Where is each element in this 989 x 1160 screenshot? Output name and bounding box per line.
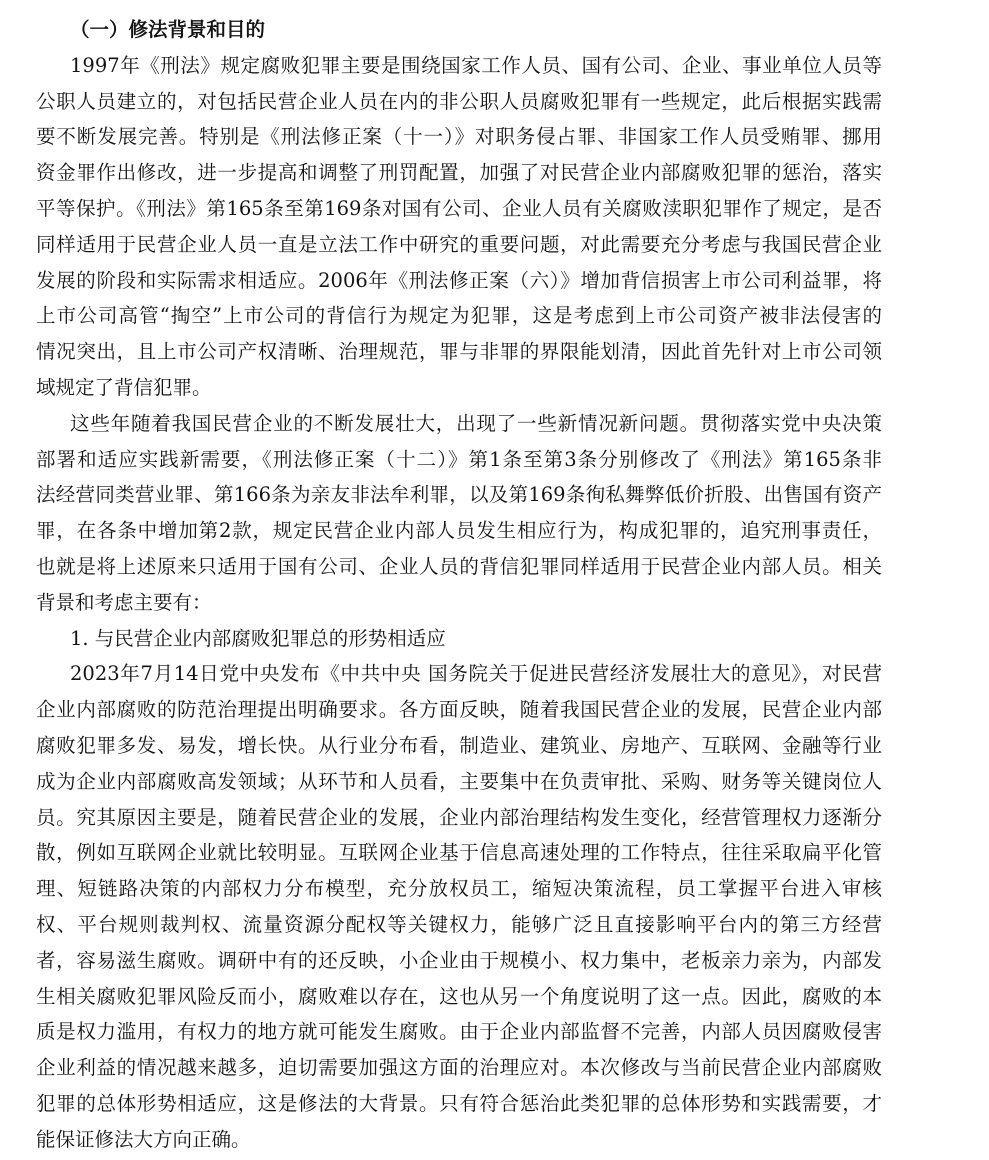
paragraph-2-line-5: 也就是将上述原来只适用于国有公司、企业人员的背信犯罪同样适用于民营企业内部人员。相关 — [36, 554, 882, 578]
paragraph-3-line-12: 企业利益的情况越来越多，迫切需要加强这方面的治理应对。本次修改与当前民营企业内部腐败 — [36, 1056, 882, 1080]
paragraph-3-line-4: 成为企业内部腐败高发领域；从环节和人员看，主要集中在负责审批、采购、财务等关键岗位人 — [36, 769, 882, 793]
paragraph-1-line-10: 域规定了背信犯罪。 — [36, 375, 212, 399]
paragraph-3-line-9: 者，容易滋生腐败。调研中有的还反映，小企业由于规模小、权力集中，老板亲力亲为，内部发 — [36, 948, 882, 972]
paragraph-1-line-5: 平等保护。《刑法》第165条至第169条对国有公司、企业人员有关腐败渎职犯罪作了规定，是否 — [36, 196, 882, 220]
paragraph-3-line-2: 企业内部腐败的防范治理提出明确要求。各方面反映，随着我国民营企业的发展，民营企业内部 — [36, 698, 882, 722]
paragraph-2-line-1: 这些年随着我国民营企业的不断发展壮大，出现了一些新情况新问题。贯彻落实党中央决策 — [70, 411, 882, 435]
paragraph-3 — [36, 656, 882, 1157]
paragraph-1-line-6: 同样适用于民营企业人员一直是立法工作中研究的重要问题，对此需要充分考虑与我国民营企业 — [36, 232, 882, 256]
paragraph-3-line-5: 员。究其原因主要是，随着民营企业的发展，企业内部治理结构发生变化，经营管理权力逐渐分 — [36, 805, 882, 829]
paragraph-2-line-2: 部署和适应实践新需要，《刑法修正案（十二）》第1条至第3条分别修改了《刑法》第165条非 — [36, 447, 882, 471]
paragraph-3-line-3: 腐败犯罪多发、易发，增长快。从行业分布看，制造业、建筑业、房地产、互联网、金融等行业 — [36, 733, 882, 757]
paragraph-2-line-6: 背景和考虑主要有： — [36, 590, 212, 614]
paragraph-3-line-6: 散，例如互联网企业就比较明显。互联网企业基于信息高速处理的工作特点，往往采取扁平化管 — [36, 841, 882, 865]
paragraph-3-line-1: 2023年7月14日党中央发布《中共中央 国务院关于促进民营经济发展壮大的意见》，对民营 — [70, 662, 882, 686]
paragraph-2-line-4: 罪，在各条中增加第2款，规定民营企业内部人员发生相应行为，构成犯罪的，追究刑事责任， — [36, 519, 882, 543]
paragraph-3-line-8: 权、平台规则裁判权、流量资源分配权等关键权力，能够广泛且直接影响平台内的第三方经营 — [36, 912, 882, 936]
section-heading: （一）修法背景和目的 — [70, 18, 266, 41]
paragraph-1-line-4: 资金罪作出修改，进一步提高和调整了刑罚配置，加强了对民营企业内部腐败犯罪的惩治，落实 — [36, 161, 882, 185]
paragraph-1-line-8: 上市公司高管“掏空”上市公司的背信行为规定为犯罪，这是考虑到上市公司资产被非法侵害的 — [36, 304, 882, 328]
paragraph-3-line-11: 质是权力滥用，有权力的地方就可能发生腐败。由于企业内部监督不完善，内部人员因腐败侵害 — [36, 1020, 882, 1044]
paragraph-3-line-7: 理、短链路决策的内部权力分布模型，充分放权员工，缩短决策流程，员工掌握平台进入审核 — [36, 877, 882, 901]
subsection-heading: 1. 与民营企业内部腐败犯罪总的形势相适应 — [70, 626, 446, 650]
paragraph-1-line-3: 要不断发展完善。特别是《刑法修正案（十一）》对职务侵占罪、非国家工作人员受贿罪、挪用 — [36, 125, 882, 149]
paragraph-1-line-9: 情况突出，且上市公司产权清晰、治理规范，罪与非罪的界限能划清，因此首先针对上市公司领 — [36, 340, 882, 364]
paragraph-3-line-14: 能保证修法大方向正确。 — [36, 1127, 251, 1151]
document-page — [36, 12, 882, 1158]
paragraph-2-line-3: 法经营同类营业罪、第166条为亲友非法牟利罪，以及第169条徇私舞弊低价折股、出售国有资产 — [36, 483, 882, 507]
paragraph-1-line-7: 发展的阶段和实际需求相适应。2006年《刑法修正案（六）》增加背信损害上市公司利益罪，将 — [36, 268, 882, 292]
paragraph-3-line-10: 生相关腐败犯罪风险反而小，腐败难以存在，这也从另一个角度说明了这一点。因此，腐败的本 — [36, 984, 882, 1008]
paragraph-1 — [36, 48, 882, 406]
paragraph-3-line-13: 犯罪的总体形势相适应，这是修法的大背景。只有符合惩治此类犯罪的总体形势和实践需要，才 — [36, 1091, 882, 1115]
paragraph-2 — [36, 406, 882, 621]
paragraph-1-line-2: 公职人员建立的，对包括民营企业人员在内的非公职人员腐败犯罪有一些规定，此后根据实践需 — [36, 89, 882, 113]
paragraph-1-line-1: 1997年《刑法》规定腐败犯罪主要是围绕国家工作人员、国有公司、企业、事业单位人员等 — [70, 53, 882, 77]
